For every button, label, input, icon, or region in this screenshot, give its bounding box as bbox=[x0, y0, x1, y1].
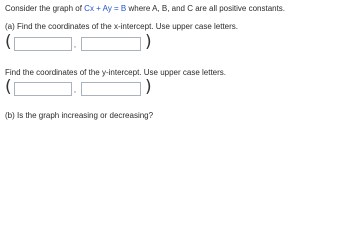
close-paren: ) bbox=[145, 32, 152, 52]
x-intercept-x-input[interactable] bbox=[14, 37, 72, 51]
y-intercept-coordinates bbox=[5, 77, 155, 98]
intro-suffix: where A, B, and C are all positive constants. bbox=[126, 4, 286, 13]
comma: , bbox=[74, 42, 76, 49]
intro-prefix: Consider the graph of bbox=[5, 4, 85, 13]
part-b-prompt: (b) Is the graph increasing or decreasing? bbox=[5, 111, 154, 120]
y-intercept-y-input[interactable] bbox=[81, 82, 141, 96]
comma: , bbox=[74, 87, 76, 94]
equation: Cx + Ay = B bbox=[84, 4, 127, 13]
open-paren: ( bbox=[5, 77, 12, 97]
open-paren: ( bbox=[5, 32, 12, 52]
x-intercept-y-input[interactable] bbox=[81, 37, 141, 51]
y-intercept-prompt: Find the coordinates of the y-intercept. Use upper case letters. bbox=[5, 68, 227, 77]
question-intro bbox=[5, 4, 285, 14]
x-intercept-coordinates bbox=[5, 32, 155, 53]
y-intercept-x-input[interactable] bbox=[14, 82, 72, 96]
close-paren: ) bbox=[145, 77, 152, 97]
part-a-prompt: (a) Find the coordinates of the x-intercept. Use upper case letters. bbox=[5, 22, 239, 31]
